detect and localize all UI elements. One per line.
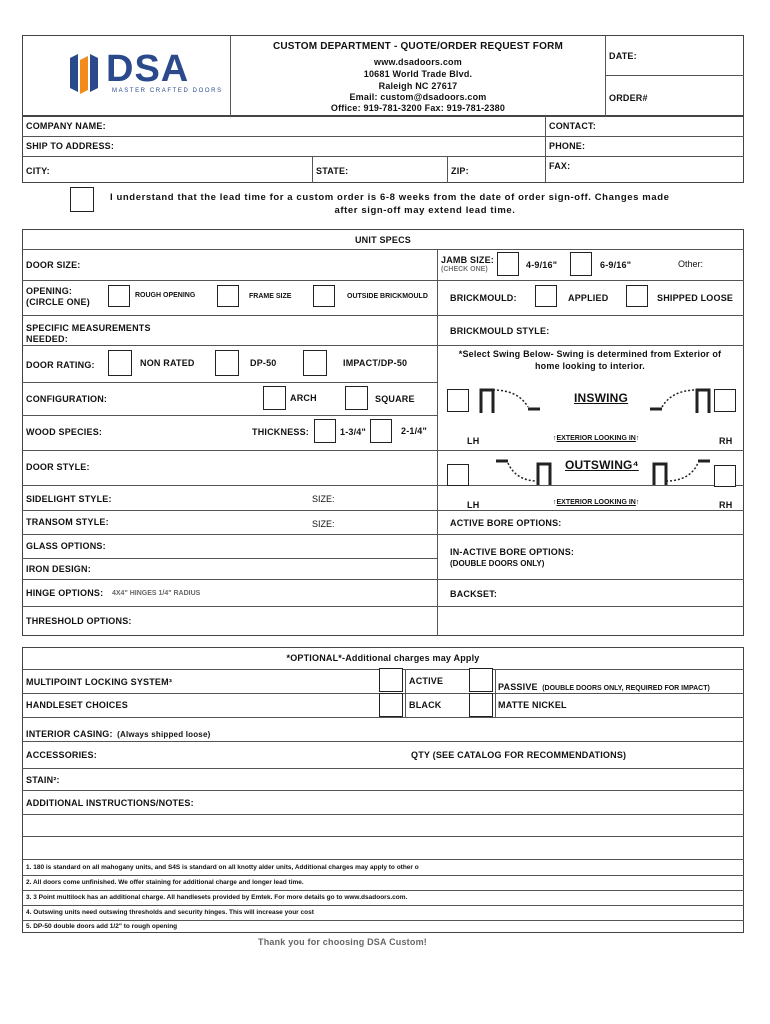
sidelight-style-field[interactable]: SIDELIGHT STYLE: [26,494,112,504]
outswing-lh-door-icon [494,455,558,487]
thickness-1-3-4-checkbox[interactable] [314,419,336,443]
stain-field[interactable]: STAIN²: [26,775,60,785]
inactive-bore-note: (DOUBLE DOORS ONLY) [450,559,545,568]
phone-field[interactable]: PHONE: [549,141,586,151]
accessories-qty-field[interactable]: QTY (SEE CATALOG FOR RECOMMENDATIONS) [411,750,627,760]
logo [68,48,223,100]
inswing-lh-door-icon [478,385,542,415]
backset-field[interactable]: BACKSET: [450,589,498,599]
frame-size-checkbox[interactable] [217,285,239,307]
inswing-label: INSWING [574,391,629,405]
configuration-label: CONFIGURATION: [26,394,108,404]
dp50-checkbox[interactable] [215,350,239,376]
impact-dp50-checkbox[interactable] [303,350,327,376]
footnote-1: 1. 180 is standard on all mahogany units, and S4S is standard on all knotty alder units, Additional charges may apply to other o [26,864,419,871]
email: Email: custom@dsadoors.com [349,92,487,102]
jamb-4-9-16-label: 4-9/16" [526,260,558,270]
footnote-3: 3. 3 Point multilock has an additional charge. All handlesets provided by Emtek. For more details go to www.dsadoors.com. [26,894,408,901]
multipoint-passive [498,677,710,695]
inswing-exterior-looking-in: ↑EXTERIOR LOOKING IN↑ [553,435,640,442]
jamb-check-one: (CHECK ONE) [441,266,488,273]
form-title: CUSTOM DEPARTMENT - QUOTE/ORDER REQUEST FORM [272,41,564,52]
specific-measurements-label[interactable]: SPECIFIC MEASUREMENTS [26,323,151,333]
opening-circle-one: (CIRCLE ONE) [26,297,90,307]
company-name-field[interactable]: COMPANY NAME: [26,121,106,131]
date-field[interactable]: DATE: [609,51,637,61]
logo-text: DSA [106,48,190,90]
footnote-2: 2. All doors come unfinished. We offer staining for additional charge and longer lead time. [26,879,304,886]
glass-options-field[interactable]: GLASS OPTIONS: [26,541,106,551]
handleset-black-label: BLACK [409,700,442,710]
up-arrow-icon: ↑ [635,435,640,442]
brickmould-applied-checkbox[interactable] [535,285,557,307]
threshold-options-field[interactable]: THRESHOLD OPTIONS: [26,616,132,626]
jamb-6-9-16-label: 6-9/16" [600,260,632,270]
specific-measurements-needed: NEEDED: [26,334,68,344]
outswing-rh-checkbox[interactable] [714,465,736,487]
inactive-bore-field[interactable]: IN-ACTIVE BORE OPTIONS: [450,547,575,557]
outside-brickmould-checkbox[interactable] [313,285,335,307]
handleset-black-checkbox[interactable] [379,693,403,717]
active-bore-field[interactable]: ACTIVE BORE OPTIONS: [450,518,562,528]
impact-dp50-label: IMPACT/DP-50 [343,358,408,368]
thickness-2-1-4-label: 2-1/4" [401,426,427,436]
optional-title: *OPTIONAL*-Additional charges may Apply [286,653,480,663]
outswing-rh-door-icon [650,455,714,487]
address-line2: Raleigh NC 27617 [378,81,458,91]
order-number-field[interactable]: ORDER# [609,93,648,103]
hinge-options-field[interactable]: HINGE OPTIONS: [26,588,104,598]
multipoint-passive-label: PASSIVE [498,682,538,692]
door-size-field[interactable]: DOOR SIZE: [26,260,81,270]
lead-time-line2: after sign-off may extend lead time. [334,205,516,216]
handleset-matte-nickel-label: MATTE NICKEL [498,700,567,710]
customer-info-frame [22,116,744,183]
handleset-matte-nickel-checkbox[interactable] [469,693,493,717]
outswing-lh-checkbox[interactable] [447,464,469,486]
jamb-6-9-16-checkbox[interactable] [570,252,592,276]
contact-field[interactable]: CONTACT: [549,121,596,131]
outside-brickmould-label: OUTSIDE BRICKMOULD [347,293,428,300]
brickmould-shipped-loose-checkbox[interactable] [626,285,648,307]
wood-species-field[interactable]: WOOD SPECIES: [26,427,103,437]
multipoint-passive-checkbox[interactable] [469,668,493,692]
address-line1: 10681 World Trade Blvd. [363,69,473,79]
thickness-2-1-4-checkbox[interactable] [370,419,392,443]
non-rated-label: NON RATED [140,358,195,368]
transom-size-field[interactable]: SIZE: [312,519,335,529]
frame-size-label: FRAME SIZE [249,293,292,300]
multipoint-active-label: ACTIVE [409,676,444,686]
brickmould-style-field[interactable]: BRICKMOULD STYLE: [450,326,550,336]
inswing-rh-label: RH [719,436,733,446]
brickmould-shipped-loose-label: SHIPPED LOOSE [657,293,734,303]
footnote-5: 5. DP-50 double doors add 1/2" to rough opening [26,923,178,930]
rough-opening-label: ROUGH OPENING [135,292,196,299]
thickness-1-3-4-label: 1-3/4" [340,427,366,437]
inswing-rh-door-icon [648,385,712,415]
square-checkbox[interactable] [345,386,368,410]
rough-opening-checkbox[interactable] [108,285,130,307]
state-field[interactable]: STATE: [316,166,349,176]
accessories-field[interactable]: ACCESSORIES: [26,750,97,760]
iron-design-field[interactable]: IRON DESIGN: [26,564,91,574]
inswing-rh-checkbox[interactable] [714,389,736,412]
jamb-4-9-16-checkbox[interactable] [497,252,519,276]
city-field[interactable]: CITY: [26,166,50,176]
lead-time-line1: I understand that the lead time for a custom order is 6-8 weeks from the date of order sign-off. Changes made [110,192,670,203]
swing-note-line2: home looking to interior. [534,361,645,371]
interior-casing-label: INTERIOR CASING: [26,729,113,739]
sidelight-size-field[interactable]: SIZE: [312,494,335,504]
arch-label: ARCH [290,393,317,403]
brickmould-label: BRICKMOULD: [450,293,517,303]
logo-tagline: MASTER CRAFTED DOORS [112,88,223,94]
ship-to-field[interactable]: SHIP TO ADDRESS: [26,141,115,151]
unit-specs-title: UNIT SPECS [354,235,411,245]
fax-field[interactable]: FAX: [549,161,571,171]
transom-style-field[interactable]: TRANSOM STYLE: [26,517,109,527]
logo-mark-icon [68,50,102,96]
thickness-label: THICKNESS: [252,427,310,437]
hinge-options-note: 4X4" HINGES 1/4" RADIUS [112,590,201,597]
up-arrow-icon: ↑ [553,499,557,506]
lead-time-checkbox[interactable] [70,187,94,212]
up-arrow-icon: ↑ [553,435,557,442]
additional-instructions-field[interactable]: ADDITIONAL INSTRUCTIONS/NOTES: [26,798,194,808]
website: www.dsadoors.com [374,57,462,67]
up-arrow-icon: ↑ [635,499,640,506]
multipoint-passive-note: (DOUBLE DOORS ONLY, REQUIRED FOR IMPACT) [542,685,710,692]
phone-fax: Office: 919-781-3200 Fax: 919-781-2380 [330,103,506,113]
outswing-lh-label: LH [467,500,480,510]
zip-field[interactable]: ZIP: [451,166,469,176]
door-rating-label: DOOR RATING: [26,360,95,370]
inswing-lh-checkbox[interactable] [447,389,469,412]
square-label: SQUARE [375,394,415,404]
outswing-rh-label: RH [719,500,733,510]
outswing-label: OUTSWING⁴ [565,458,639,472]
thank-you-message: Thank you for choosing DSA Custom! [258,937,427,947]
handleset-label: HANDLESET CHOICES [26,700,128,710]
opening-label: OPENING: [26,286,73,296]
brickmould-applied-label: APPLIED [568,293,609,303]
multipoint-active-checkbox[interactable] [379,668,403,692]
multipoint-label: MULTIPOINT LOCKING SYSTEM³ [26,677,173,687]
arch-checkbox[interactable] [263,386,286,410]
swing-note-line1: *Select Swing Below- Swing is determined from Exterior of [458,349,722,359]
footnote-4: 4. Outswing units need outswing thresholds and security hinges. This will increase your cost [26,909,314,916]
inswing-lh-label: LH [467,436,480,446]
non-rated-checkbox[interactable] [108,350,132,376]
interior-casing-note: (Always shipped loose) [117,730,211,739]
outswing-exterior-looking-in: ↑EXTERIOR LOOKING IN↑ [553,499,640,506]
dp50-label: DP-50 [250,358,277,368]
door-style-field[interactable]: DOOR STYLE: [26,462,90,472]
jamb-size-label: JAMB SIZE: [441,255,495,265]
interior-casing-field[interactable] [26,724,210,742]
jamb-other-field[interactable]: Other: [678,259,704,269]
